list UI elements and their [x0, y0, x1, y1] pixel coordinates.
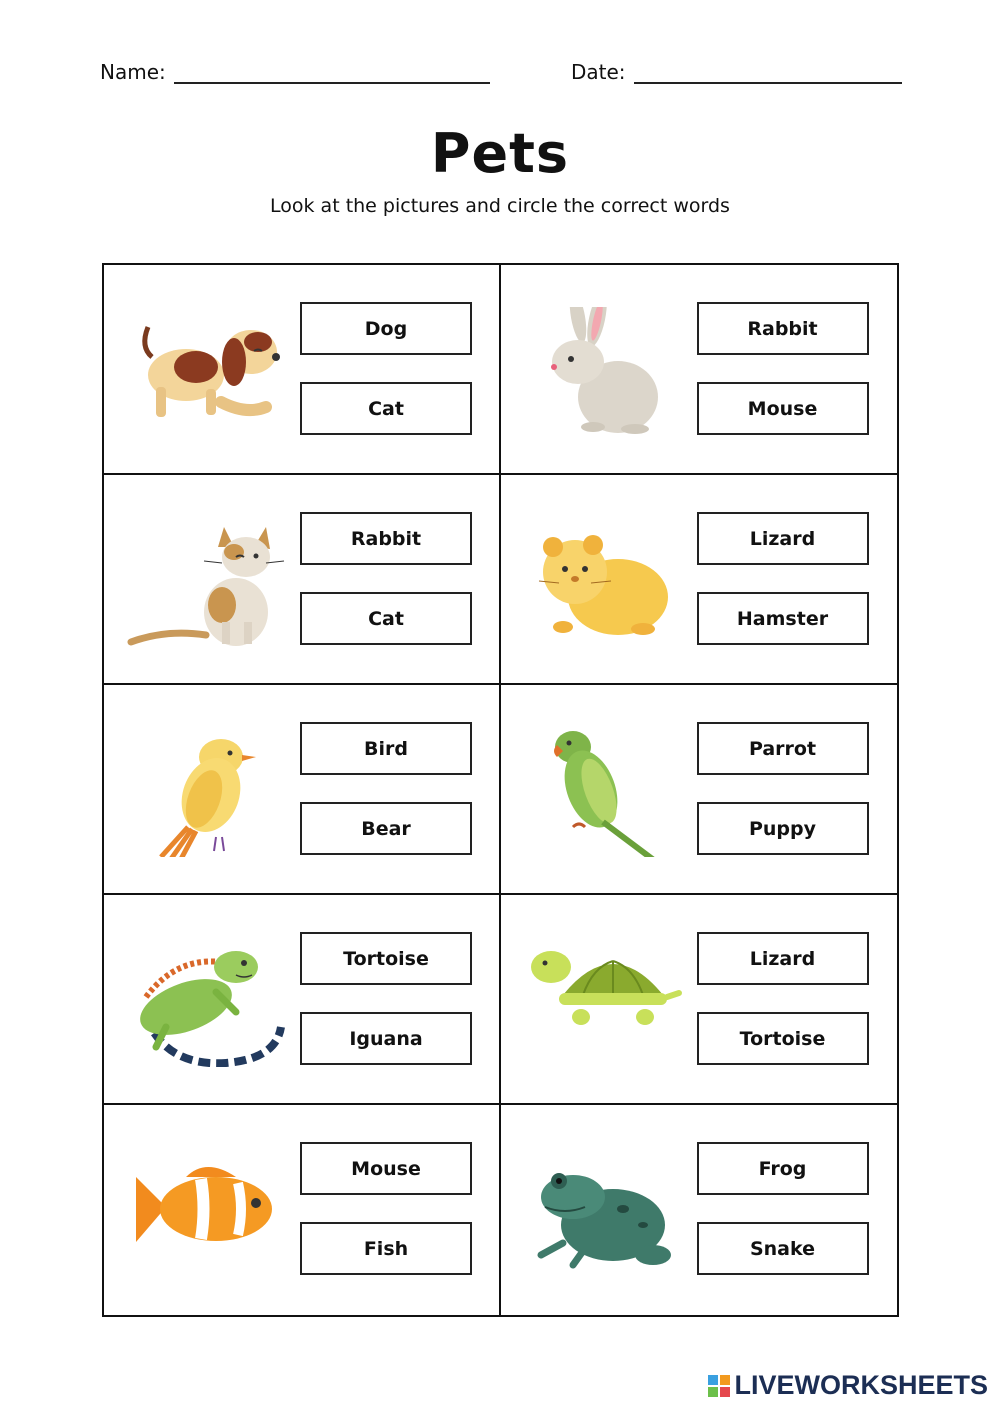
date-field[interactable] [571, 60, 902, 84]
option-frog-b[interactable]: Snake [697, 1222, 869, 1275]
exercise-cell-dog [104, 265, 501, 475]
option-cat-b[interactable]: Cat [300, 592, 472, 645]
liveworksheets-logo [708, 1370, 988, 1401]
exercise-cell-iguana [104, 895, 501, 1105]
brand-square-1 [708, 1375, 718, 1385]
brand-square-3 [708, 1387, 718, 1397]
brand-square-4 [720, 1387, 730, 1397]
name-label: Name: [100, 60, 166, 84]
bird-icon [126, 727, 286, 857]
instructions: Look at the pictures and circle the correct words [270, 195, 730, 217]
exercise-cell-cat [104, 475, 501, 685]
parrot-icon [523, 727, 683, 857]
exercise-cell-fish [104, 1105, 501, 1315]
option-bird-b[interactable]: Bear [300, 802, 472, 855]
exercise-cell-rabbit [501, 265, 898, 475]
option-fish-a[interactable]: Mouse [300, 1142, 472, 1195]
option-iguana-b[interactable]: Iguana [300, 1012, 472, 1065]
option-hamster-b[interactable]: Hamster [697, 592, 869, 645]
dog-icon [126, 307, 286, 437]
option-rabbit-a[interactable]: Rabbit [697, 302, 869, 355]
iguana-icon [126, 937, 286, 1067]
date-line[interactable] [634, 62, 902, 84]
exercise-cell-frog [501, 1105, 898, 1315]
name-field[interactable] [100, 60, 490, 84]
option-rabbit-b[interactable]: Mouse [697, 382, 869, 435]
exercise-cell-parrot [501, 685, 898, 895]
option-frog-a[interactable]: Frog [697, 1142, 869, 1195]
exercise-cell-tortoise [501, 895, 898, 1105]
frog-icon [523, 1147, 683, 1277]
exercise-grid [102, 263, 899, 1317]
page-title: Pets [430, 122, 570, 185]
fish-icon [126, 1147, 286, 1277]
hamster-icon [523, 517, 683, 647]
brand-square-2 [720, 1375, 730, 1385]
option-parrot-b[interactable]: Puppy [697, 802, 869, 855]
rabbit-icon [523, 307, 683, 437]
exercise-cell-hamster [501, 475, 898, 685]
exercise-cell-bird [104, 685, 501, 895]
tortoise-icon [523, 937, 683, 1067]
cat-icon [126, 517, 286, 647]
brand-mark-icon [708, 1375, 730, 1397]
option-parrot-a[interactable]: Parrot [697, 722, 869, 775]
option-dog-b[interactable]: Cat [300, 382, 472, 435]
date-label: Date: [571, 60, 626, 84]
option-cat-a[interactable]: Rabbit [300, 512, 472, 565]
brand-text: LIVEWORKSHEETS [734, 1370, 988, 1400]
option-tortoise-b[interactable]: Tortoise [697, 1012, 869, 1065]
option-tortoise-a[interactable]: Lizard [697, 932, 869, 985]
option-hamster-a[interactable]: Lizard [697, 512, 869, 565]
option-dog-a[interactable]: Dog [300, 302, 472, 355]
name-line[interactable] [174, 62, 490, 84]
option-fish-b[interactable]: Fish [300, 1222, 472, 1275]
option-iguana-a[interactable]: Tortoise [300, 932, 472, 985]
option-bird-a[interactable]: Bird [300, 722, 472, 775]
